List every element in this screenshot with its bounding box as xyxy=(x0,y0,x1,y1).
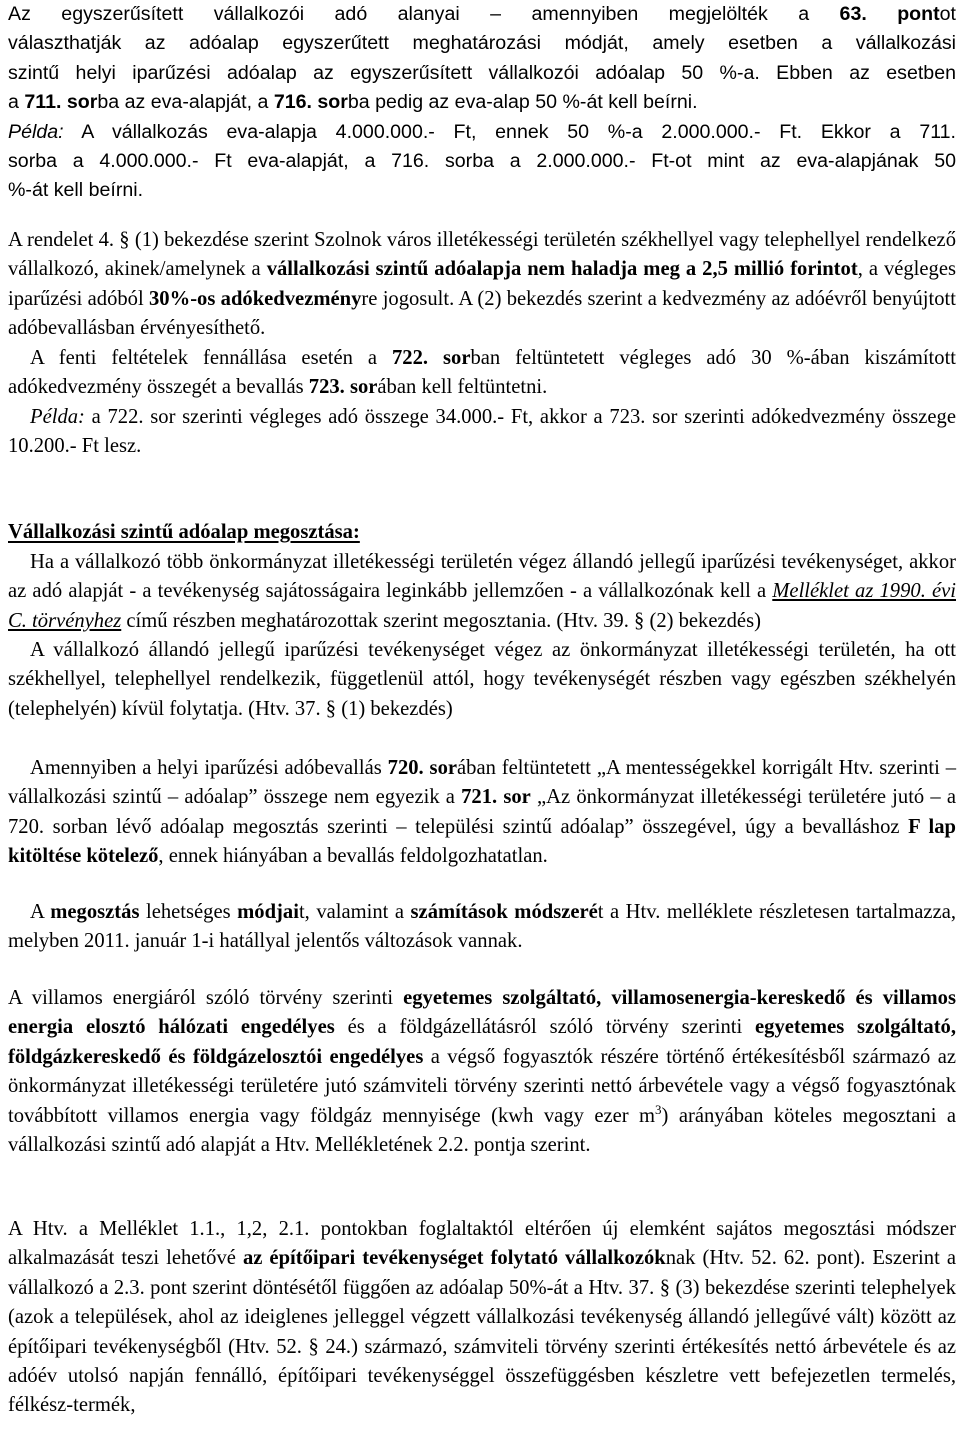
apportionment-paragraph-3: Amennyiben a helyi iparűzési adóbevallás 720. sorában feltüntetett „A mentességekkel korrigált Htv. szerinti – vállalkozási szintű – adóalap” összege nem egyezik a 721. sor „Az önkormányzat illetékességi területére jutó – a 720. sorban lévő adóalap megosztás szerinti – települési szintű adóalap” összegével, úgy a bevalláshoz F lap kitöltése kötelező, ennek hiányában a bevallás feldolgozhatatlan. xyxy=(8,757,957,868)
section-heading-apportionment: Vállalkozási szintű adóalap megosztása: xyxy=(8,521,360,543)
apportionment-paragraph-1: Ha a vállalkozó több önkormányzat illetékességi területén végez állandó jellegű iparűzési tevékenységet, akkor az adó alapját - a tevékenység sajátosságaira leginkább jellemzően - a vállalkozónak kell a Melléklet az 1990. évi C. törvényhez című részben meghatározottak szerint megosztania. (Htv. 39. § (2) bekezdés) xyxy=(8,551,956,632)
allowance-paragraph: A rendelet 4. § (1) bekezdése szerint Szolnok város illetékességi területén székhellyel vagy telephellyel rendelkező vállalkozó, akinek/amelynek a vállalkozási szintű adóalapja nem haladja meg a 2,5 millió forintot, a végleges iparűzési adóból 30%-os adókedvezményre jogosult. A (2) bekezdés szerint a kedvezmény az adóévről benyújtott adóbevallásban érvényesíthető. xyxy=(8,229,956,340)
allowance-example: Példa: a 722. sor szerinti végleges adó összege 34.000.- Ft, akkor a 723. sor szerinti adókedvezmény összege 10.200.- Ft lesz. xyxy=(8,406,956,458)
eva-line-3: szintű helyi iparűzési adóalap az egyszerűsített vállalkozói adóalap 50 %-a. Ebben az esetben xyxy=(8,61,956,84)
eva-example-line-1: Példa: A vállalkozás eva-alapja 4.000.000.- Ft, ennek 50 %-a 2.000.000.- Ft. Ekkor a 711. xyxy=(8,120,956,143)
eva-line-2: választhatják az adóalap egyszerűtett meghatározási módját, amely esetben a vállalkozási xyxy=(8,32,956,55)
eva-line-4: a 711. sorba az eva-alapját, a 716. sorba pedig az eva-alap 50 %-át kell beírni. xyxy=(8,91,698,114)
eva-line-1: Az egyszerűsített vállalkozói adó alanyai – amennyiben megjelölték a 63. pontot xyxy=(8,3,956,25)
apportionment-paragraph-4: A megosztás lehetséges módjait, valamint a számítások módszerét a Htv. melléklete részletesen tartalmazza, melyben 2011. január 1-i hatállyal jelentős változások vannak. xyxy=(8,901,956,953)
annex-reference-link[interactable]: Melléklet az 1990. évi C. törvényhez xyxy=(8,580,956,632)
eva-paragraph xyxy=(8,0,956,206)
eva-example-line-2: sorba a 4.000.000.- Ft eva-alapját, a 716. sorba a 2.000.000.- Ft-ot mint az eva-alapjának 50 xyxy=(8,150,956,173)
apportionment-paragraph-2: A vállalkozó állandó jellegű iparűzési tevékenységet végez az önkormányzat illetékességi területén, ha ott székhellyel, telephellyel rendelkezik, függetlenül attól, hogy tevékenységét részben vagy egészben székhelyén (telephelyén) kívül folytatja. (Htv. 37. § (1) bekezdés) xyxy=(8,639,956,720)
eva-example-line-3: %-át kell beírni. xyxy=(8,179,144,202)
construction-paragraph: A Htv. a Melléklet 1.1., 1,2, 2.1. pontokban foglaltaktól eltérően új elemként sajátos megosztási módszer alkalmazását teszi lehetővé az építőipari tevékenységet folytató vállalkozóknak (Htv. 52. 62. pont). Eszerint a vállalkozó a 2.3. pont szerint döntésétől függően az adóalap 50%-át a Htv. 37. § (3) bekezdése szerinti telephelyek (azok a települések, ahol az ideiglenes jelleggel végzett vállalkozási tevékenység állandó jellegűvé vált) között az építőipari tevékenységből (Htv. 52. § 24.) származó, számviteli törvény szerinti értékesítés nettó árbevétele és az adóév utolsó napján fennálló, építőipari tevékenységgel összefüggésben készletre vett befejezetlen termelés, félkész-termék, xyxy=(8,1218,956,1417)
energy-paragraph: A villamos energiáról szóló törvény szerinti egyetemes szolgáltató, villamosenergia-kereskedő és villamos energia elosztó hálózati engedélyes és a földgázellátásról szóló törvény szerinti egyetemes szolgáltató, földgázkereskedő és földgázelosztói engedélyes a végső fogyasztók részére történő értékesítésből származó az önkormányzat illetékességi területére jutó számviteli törvény szerinti nettó árbevétele vagy a végső fogyasztónak továbbított villamos energia vagy földgáz mennyisége (kwh vagy ezer $m^3$) arányában köteles megosztani a vállalkozási szintű adó alapját a Htv. Mellékletének 2.2. pontja szerint. xyxy=(8,987,957,1157)
allowance-rows-paragraph: A fenti feltételek fennállása esetén a 722. sorban feltüntetett végleges adó 30 %-ában kiszámított adókedvezmény összegét a bevallás 723. sorában kell feltüntetni. xyxy=(8,347,957,399)
